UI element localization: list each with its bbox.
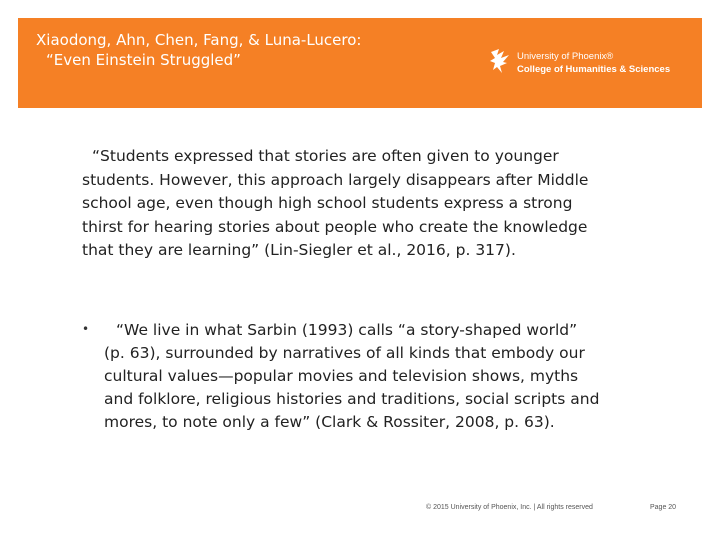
quote1-line: that they are learning” (Lin-Siegler et al., 2016, p. 317). xyxy=(82,241,516,259)
quote2-line: “We live in what Sarbin (1993) calls “a story-shaped world” xyxy=(116,321,578,339)
quote-clark-rossiter xyxy=(104,319,664,434)
title-line-2: “Even Einstein Struggled” xyxy=(46,51,241,69)
slide-title xyxy=(36,30,446,70)
copyright-footer: © 2015 University of Phoenix, Inc. | All rights reserved xyxy=(426,504,593,511)
bullet-marker: • xyxy=(82,322,90,336)
quote1-line: school age, even though high school students express a strong xyxy=(82,194,573,212)
quote1-line: students. However, this approach largely disappears after Middle xyxy=(82,170,589,189)
phoenix-bird-icon xyxy=(489,46,513,76)
quote-lin-siegler xyxy=(82,145,662,263)
logo-university-name: University of Phoenix® xyxy=(517,51,614,62)
quote1-line: thirst for hearing stories about people who create the knowledge xyxy=(82,217,588,236)
page-number: Page 20 xyxy=(650,504,677,511)
quote2-line: mores, to note only a few” (Clark & Rossiter, 2008, p. 63). xyxy=(104,413,555,431)
quote2-line: (p. 63), surrounded by narratives of all kinds that embody our xyxy=(104,344,585,362)
quote2-line: and folklore, religious histories and traditions, social scripts and xyxy=(104,390,600,408)
title-line-1: Xiaodong, Ahn, Chen, Fang, & Luna-Lucero: xyxy=(36,31,362,49)
quote2-line: cultural values—popular movies and television shows, myths xyxy=(104,367,579,385)
logo-college-name: College of Humanities & Sciences xyxy=(517,64,671,75)
university-logo xyxy=(489,46,689,80)
quote1-line: “Students expressed that stories are often given to younger xyxy=(92,147,559,165)
